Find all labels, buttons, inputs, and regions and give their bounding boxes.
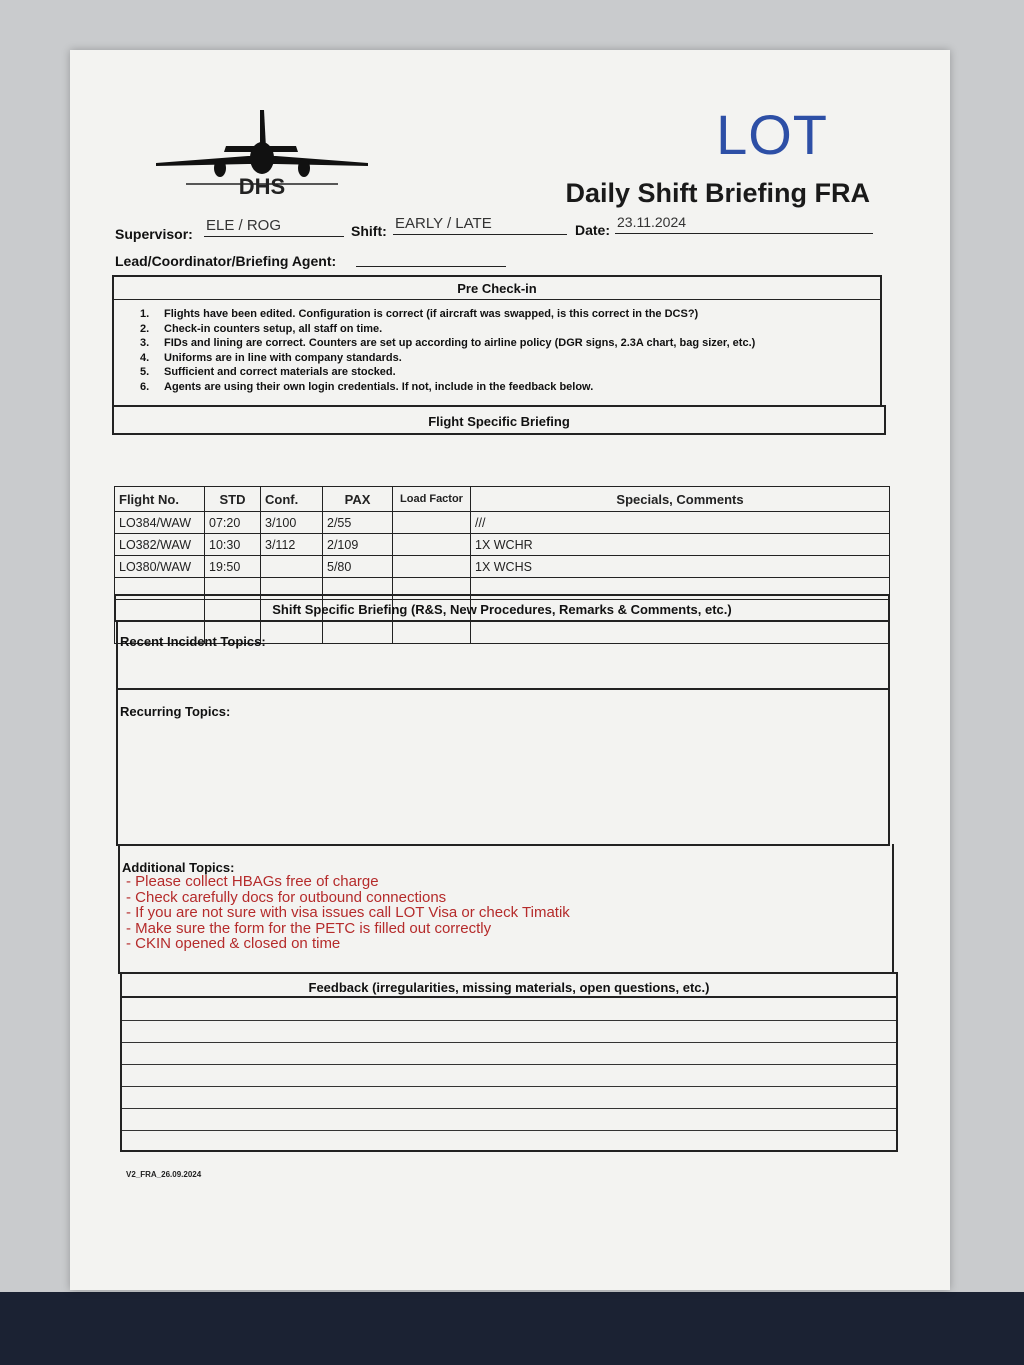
- load-factor-cell[interactable]: [393, 534, 471, 556]
- checklist-item: 4. Uniforms are in line with company standards.: [140, 351, 402, 364]
- flight-no-cell[interactable]: LO382/WAW: [115, 534, 205, 556]
- std-cell[interactable]: 10:30: [205, 534, 261, 556]
- flight-table-header-row: [115, 487, 890, 512]
- additional-topics-label: Additional Topics:: [122, 860, 235, 875]
- col-std: STD: [205, 487, 261, 512]
- conf-cell[interactable]: 3/112: [261, 534, 323, 556]
- col-conf: Conf.: [261, 487, 323, 512]
- specials-cell[interactable]: 1X WCHR: [471, 534, 890, 556]
- pax-cell[interactable]: 2/109: [323, 534, 393, 556]
- pre-checkin-title: Pre Check-in: [457, 281, 537, 296]
- pre-checkin-section: [112, 275, 882, 407]
- list-item: - Make sure the form for the PETC is filled out correctly: [126, 919, 492, 937]
- supervisor-label: Supervisor:: [115, 226, 193, 242]
- briefing-form: [70, 50, 950, 1290]
- checklist-item: 5. Sufficient and correct materials are stocked.: [140, 366, 396, 379]
- lead-agent-line: [356, 266, 506, 267]
- col-specials: Specials, Comments: [471, 487, 890, 512]
- feedback-line: [122, 1020, 896, 1021]
- specials-cell[interactable]: 1X WCHS: [471, 556, 890, 578]
- table-row: [115, 512, 890, 534]
- form-version: V2_FRA_26.09.2024: [126, 1170, 202, 1179]
- checklist-item: 3. FIDs and lining are correct. Counters are set up according to airline policy (DGR signs, 2.3A chart, bag sizer, etc.): [140, 337, 756, 350]
- airline-logo-text: LOT: [716, 103, 828, 166]
- list-item: - Check carefully docs for outbound connections: [126, 888, 447, 906]
- shift-briefing-header: [114, 594, 890, 622]
- recent-incident-box[interactable]: [116, 620, 890, 690]
- additional-topics-list: [126, 874, 570, 952]
- pax-cell[interactable]: 5/80: [323, 556, 393, 578]
- pax-cell[interactable]: 2/55: [323, 512, 393, 534]
- feedback-header: [120, 972, 898, 998]
- conf-cell[interactable]: 3/100: [261, 512, 323, 534]
- shift-briefing-title: Shift Specific Briefing (R&S, New Procedures, Remarks & Comments, etc.): [272, 602, 732, 617]
- specials-cell[interactable]: ///: [471, 512, 890, 534]
- additional-topics-box[interactable]: [118, 844, 894, 974]
- pre-checkin-list: [140, 307, 755, 395]
- shift-label: Shift:: [351, 223, 387, 239]
- list-item: - CKIN opened & closed on time: [126, 935, 341, 953]
- supervisor-line: [204, 236, 344, 237]
- load-factor-cell[interactable]: [393, 512, 471, 534]
- shift-line: [393, 234, 567, 235]
- date-line: [615, 233, 873, 234]
- lead-agent-label: Lead/Coordinator/Briefing Agent:: [115, 253, 337, 269]
- document-title: Daily Shift Briefing FRA: [565, 178, 870, 208]
- shift-value[interactable]: EARLY / LATE: [395, 215, 492, 232]
- feedback-title: Feedback (irregularities, missing materials, open questions, etc.): [308, 980, 710, 995]
- recent-incident-label: Recent Incident Topics:: [120, 634, 266, 649]
- flight-briefing-header: [112, 405, 886, 435]
- flight-briefing-title: Flight Specific Briefing: [428, 414, 570, 429]
- feedback-box[interactable]: [120, 996, 898, 1152]
- feedback-line: [122, 1130, 896, 1131]
- feedback-line: [122, 1064, 896, 1065]
- recurring-topics-box[interactable]: [116, 688, 890, 846]
- load-factor-cell[interactable]: [393, 556, 471, 578]
- col-load-factor: Load Factor: [393, 487, 471, 512]
- dhs-airplane-logo: [156, 108, 368, 200]
- svg-text:DHS: DHS: [238, 174, 286, 199]
- table-row: [115, 556, 890, 578]
- feedback-line: [122, 1108, 896, 1109]
- checklist-item: 1. Flights have been edited. Configuration is correct (if aircraft was swapped, is this correct in the DCS?): [140, 308, 699, 320]
- supervisor-value[interactable]: ELE / ROG: [206, 217, 282, 234]
- feedback-line: [122, 1042, 896, 1043]
- desk-background: [0, 1292, 1024, 1365]
- table-row: [115, 534, 890, 556]
- std-cell[interactable]: 07:20: [205, 512, 261, 534]
- date-value[interactable]: 23.11.2024: [617, 214, 687, 230]
- col-pax: PAX: [323, 487, 393, 512]
- checklist-item: 6. Agents are using their own login credentials. If not, include in the feedback below.: [140, 380, 594, 393]
- col-flight-no: Flight No.: [115, 487, 205, 512]
- checklist-item: 2. Check-in counters setup, all staff on time.: [140, 322, 383, 335]
- feedback-line: [122, 1086, 896, 1087]
- recurring-topics-label: Recurring Topics:: [120, 704, 231, 719]
- std-cell[interactable]: 19:50: [205, 556, 261, 578]
- conf-cell[interactable]: [261, 556, 323, 578]
- list-item: - If you are not sure with visa issues call LOT Visa or check Timatik: [126, 904, 570, 922]
- list-item: - Please collect HBAGs free of charge: [126, 873, 379, 890]
- flight-no-cell[interactable]: LO384/WAW: [115, 512, 205, 534]
- date-label: Date:: [575, 222, 611, 238]
- flight-no-cell[interactable]: LO380/WAW: [115, 556, 205, 578]
